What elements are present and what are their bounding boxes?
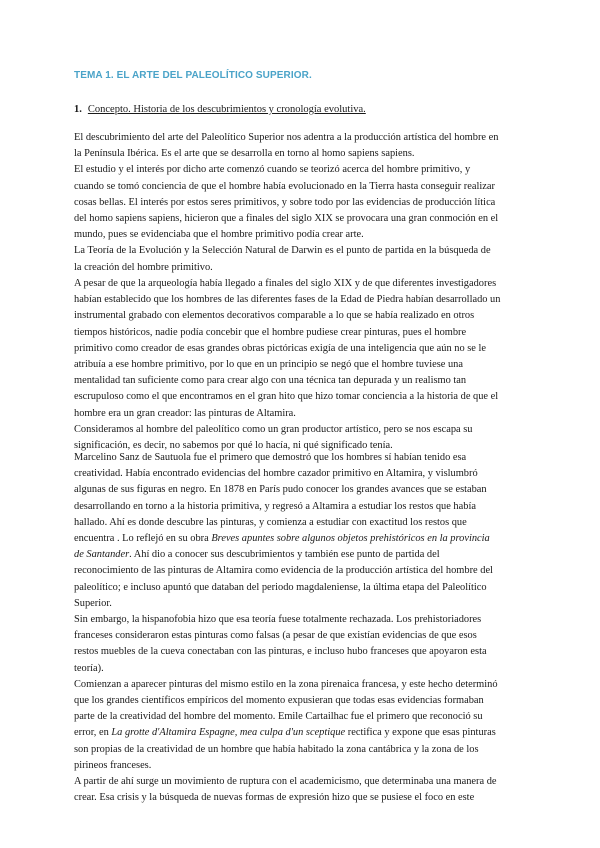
text-line: paleolítico; e incluso apuntó que databan del periodo magdaleniense, la última etapa del Paleolítico bbox=[74, 581, 487, 593]
book-title-cont: de Santander bbox=[74, 549, 130, 561]
text-run: . Ahí dio a conocer sus descubrimientos y también ese punto de partida del bbox=[129, 549, 440, 561]
text-line: tiempos históricos, nadie podía concebir que el hombre pudiese crear pinturas, pues el hombre bbox=[74, 326, 467, 338]
text-line: teoría). bbox=[74, 662, 104, 674]
text-line: escrupuloso como el que encontramos en el gran hito que hizo tomar conciencia a la historia de que el bbox=[74, 391, 499, 403]
text-line: cosas bellas. El interés por estos seres primitivos, y sobre todo por las evidencias de producción lítica bbox=[74, 196, 496, 208]
text-line: La Teoría de la Evolución y la Selección Natural de Darwin es el punto de partida en la búsqueda de bbox=[74, 245, 491, 257]
text-line: atribuía a ese hombre primitivo, por lo que en un principio se negó que el hombre tuviese una bbox=[74, 359, 463, 371]
text-run: encuentra . Lo reflejó en su obra bbox=[74, 533, 212, 545]
text-line: mundo, pues se evidenciaba que el hombre primitivo podía crear arte. bbox=[74, 229, 364, 241]
text-line: la Península Ibérica. Es el arte que se desarrolla en torno al homo sapiens sapiens. bbox=[74, 148, 415, 160]
book-title: Breves apuntes sobre algunos objetos prehistóricos en la provincia bbox=[211, 533, 490, 545]
text-line: pirineos franceses. bbox=[74, 759, 152, 771]
book-title: La grotte d'Altamira Espagne, mea culpa d'un sceptique bbox=[111, 727, 346, 739]
text-line: mentalidad tan suficiente como para crear algo con una técnica tan depurada y un realismo tan bbox=[74, 375, 467, 387]
text-line: Marcelino Sanz de Sautuola fue el primero que demostró que los hombres sí habían tenido esa bbox=[74, 452, 467, 463]
text-line: Sin embargo, la hispanofobia hizo que esa teoría fuese totalmente rechazada. Los prehistoriadores bbox=[74, 614, 482, 626]
text-line bbox=[74, 547, 530, 563]
paragraph-2 bbox=[74, 276, 530, 454]
text-line: creatividad. Había encontrado evidencias del hombre cazador primitivo en Altamira, y vislumbró bbox=[74, 468, 478, 480]
text-line: cuando se tomó conciencia de que el hombre había evolucionado en la Tierra hasta conseguir realizar bbox=[74, 180, 495, 192]
text-line: A partir de ahí surge un movimiento de ruptura con el academicismo, que determinaba una manera de bbox=[74, 776, 497, 788]
section-title: Concepto. Historia de los descubrimientos y cronología evolutiva. bbox=[87, 104, 366, 115]
section-heading bbox=[74, 104, 366, 115]
text-line: hallado. Ahí es donde descubre las pinturas, y comienza a estudiar con exactitud los restos que bbox=[74, 516, 467, 528]
text-line: restos muebles de la cueva conectaban con las pinturas, e incluso hubo franceses que apoyaron esta bbox=[74, 646, 487, 658]
text-line bbox=[74, 725, 530, 741]
text-line: que los grandes científicos empíricos del momento expusieran que todas esas evidencias formaban bbox=[74, 695, 484, 707]
text-line: instrumental grabado con elementos decorativos comparable a lo que se había realizado en otros bbox=[74, 310, 475, 322]
text-line: franceses consideraron estas pinturas como falsas (a pesar de que existían evidencias de que esos bbox=[74, 630, 477, 642]
text-line: desarrollando en torno a la historia primitiva, y regresó a Altamira a estudiar los restos que había bbox=[74, 500, 476, 512]
text-run: rectifica y expone que esas pinturas bbox=[345, 727, 496, 739]
text-line bbox=[74, 531, 530, 547]
text-line: El descubrimiento del arte del Paleolítico Superior nos adentra a la producción artística del hombre en bbox=[74, 132, 499, 143]
text-line: algunas de sus figuras en negro. En 1878 en París pudo conocer los grandes avances que se estaban bbox=[74, 484, 487, 496]
text-line: hombre era un gran creador: las pinturas de Altamira. bbox=[74, 407, 296, 419]
text-run: error, en bbox=[74, 727, 112, 739]
paragraph-3 bbox=[74, 450, 530, 806]
text-line: del homo sapiens sapiens, hicieron que a finales del siglo XIX se provocara una gran conmoción en el bbox=[74, 213, 499, 225]
text-line: A pesar de que la arqueología había llegado a finales del siglo XIX y de que diferentes investigadores bbox=[74, 278, 497, 289]
text-line: Superior. bbox=[74, 597, 112, 609]
text-line: crear. Esa crisis y la búsqueda de nuevas formas de expresión hizo que se pusiese el foco en este bbox=[74, 792, 475, 804]
text-line: Comienzan a aparecer pinturas del mismo estilo en la zona pirenaica francesa, y este hecho determinó bbox=[74, 678, 498, 690]
document-title: TEMA 1. EL ARTE DEL PALEOLÍTICO SUPERIOR. bbox=[74, 70, 312, 81]
text-line: Consideramos al hombre del paleolítico como un gran productor artístico, pero se nos escapa su bbox=[74, 423, 473, 435]
text-line: El estudio y el interés por dicho arte comenzó cuando se teorizó acerca del hombre primitivo, y bbox=[74, 164, 471, 176]
text-line: habían establecido que los hombres de las diferentes fases de la Edad de Piedra habían desarrollado un bbox=[74, 294, 501, 306]
section-number: 1. bbox=[74, 104, 82, 115]
text-line: la creación del hombre primitivo. bbox=[74, 261, 213, 273]
text-line: parte de la creatividad del hombre del momento. Emile Cartailhac fue el primero que reconoció su bbox=[74, 711, 483, 723]
text-line: primitivo como creador de esas grandes obras pictóricas exigía de una inteligencia que aún no se le bbox=[74, 342, 487, 354]
text-line: son propias de la creatividad de un hombre que había habitado la zona cantábrica y la zona de los bbox=[74, 743, 479, 755]
paragraph-1 bbox=[74, 130, 530, 276]
text-line: reconocimiento de las pinturas de Altamira como evidencia de la producción artística del hombre del bbox=[74, 565, 493, 577]
text-line: significación, es decir, no sabemos por qué lo hacía, ni qué significado tenía. bbox=[74, 440, 393, 452]
